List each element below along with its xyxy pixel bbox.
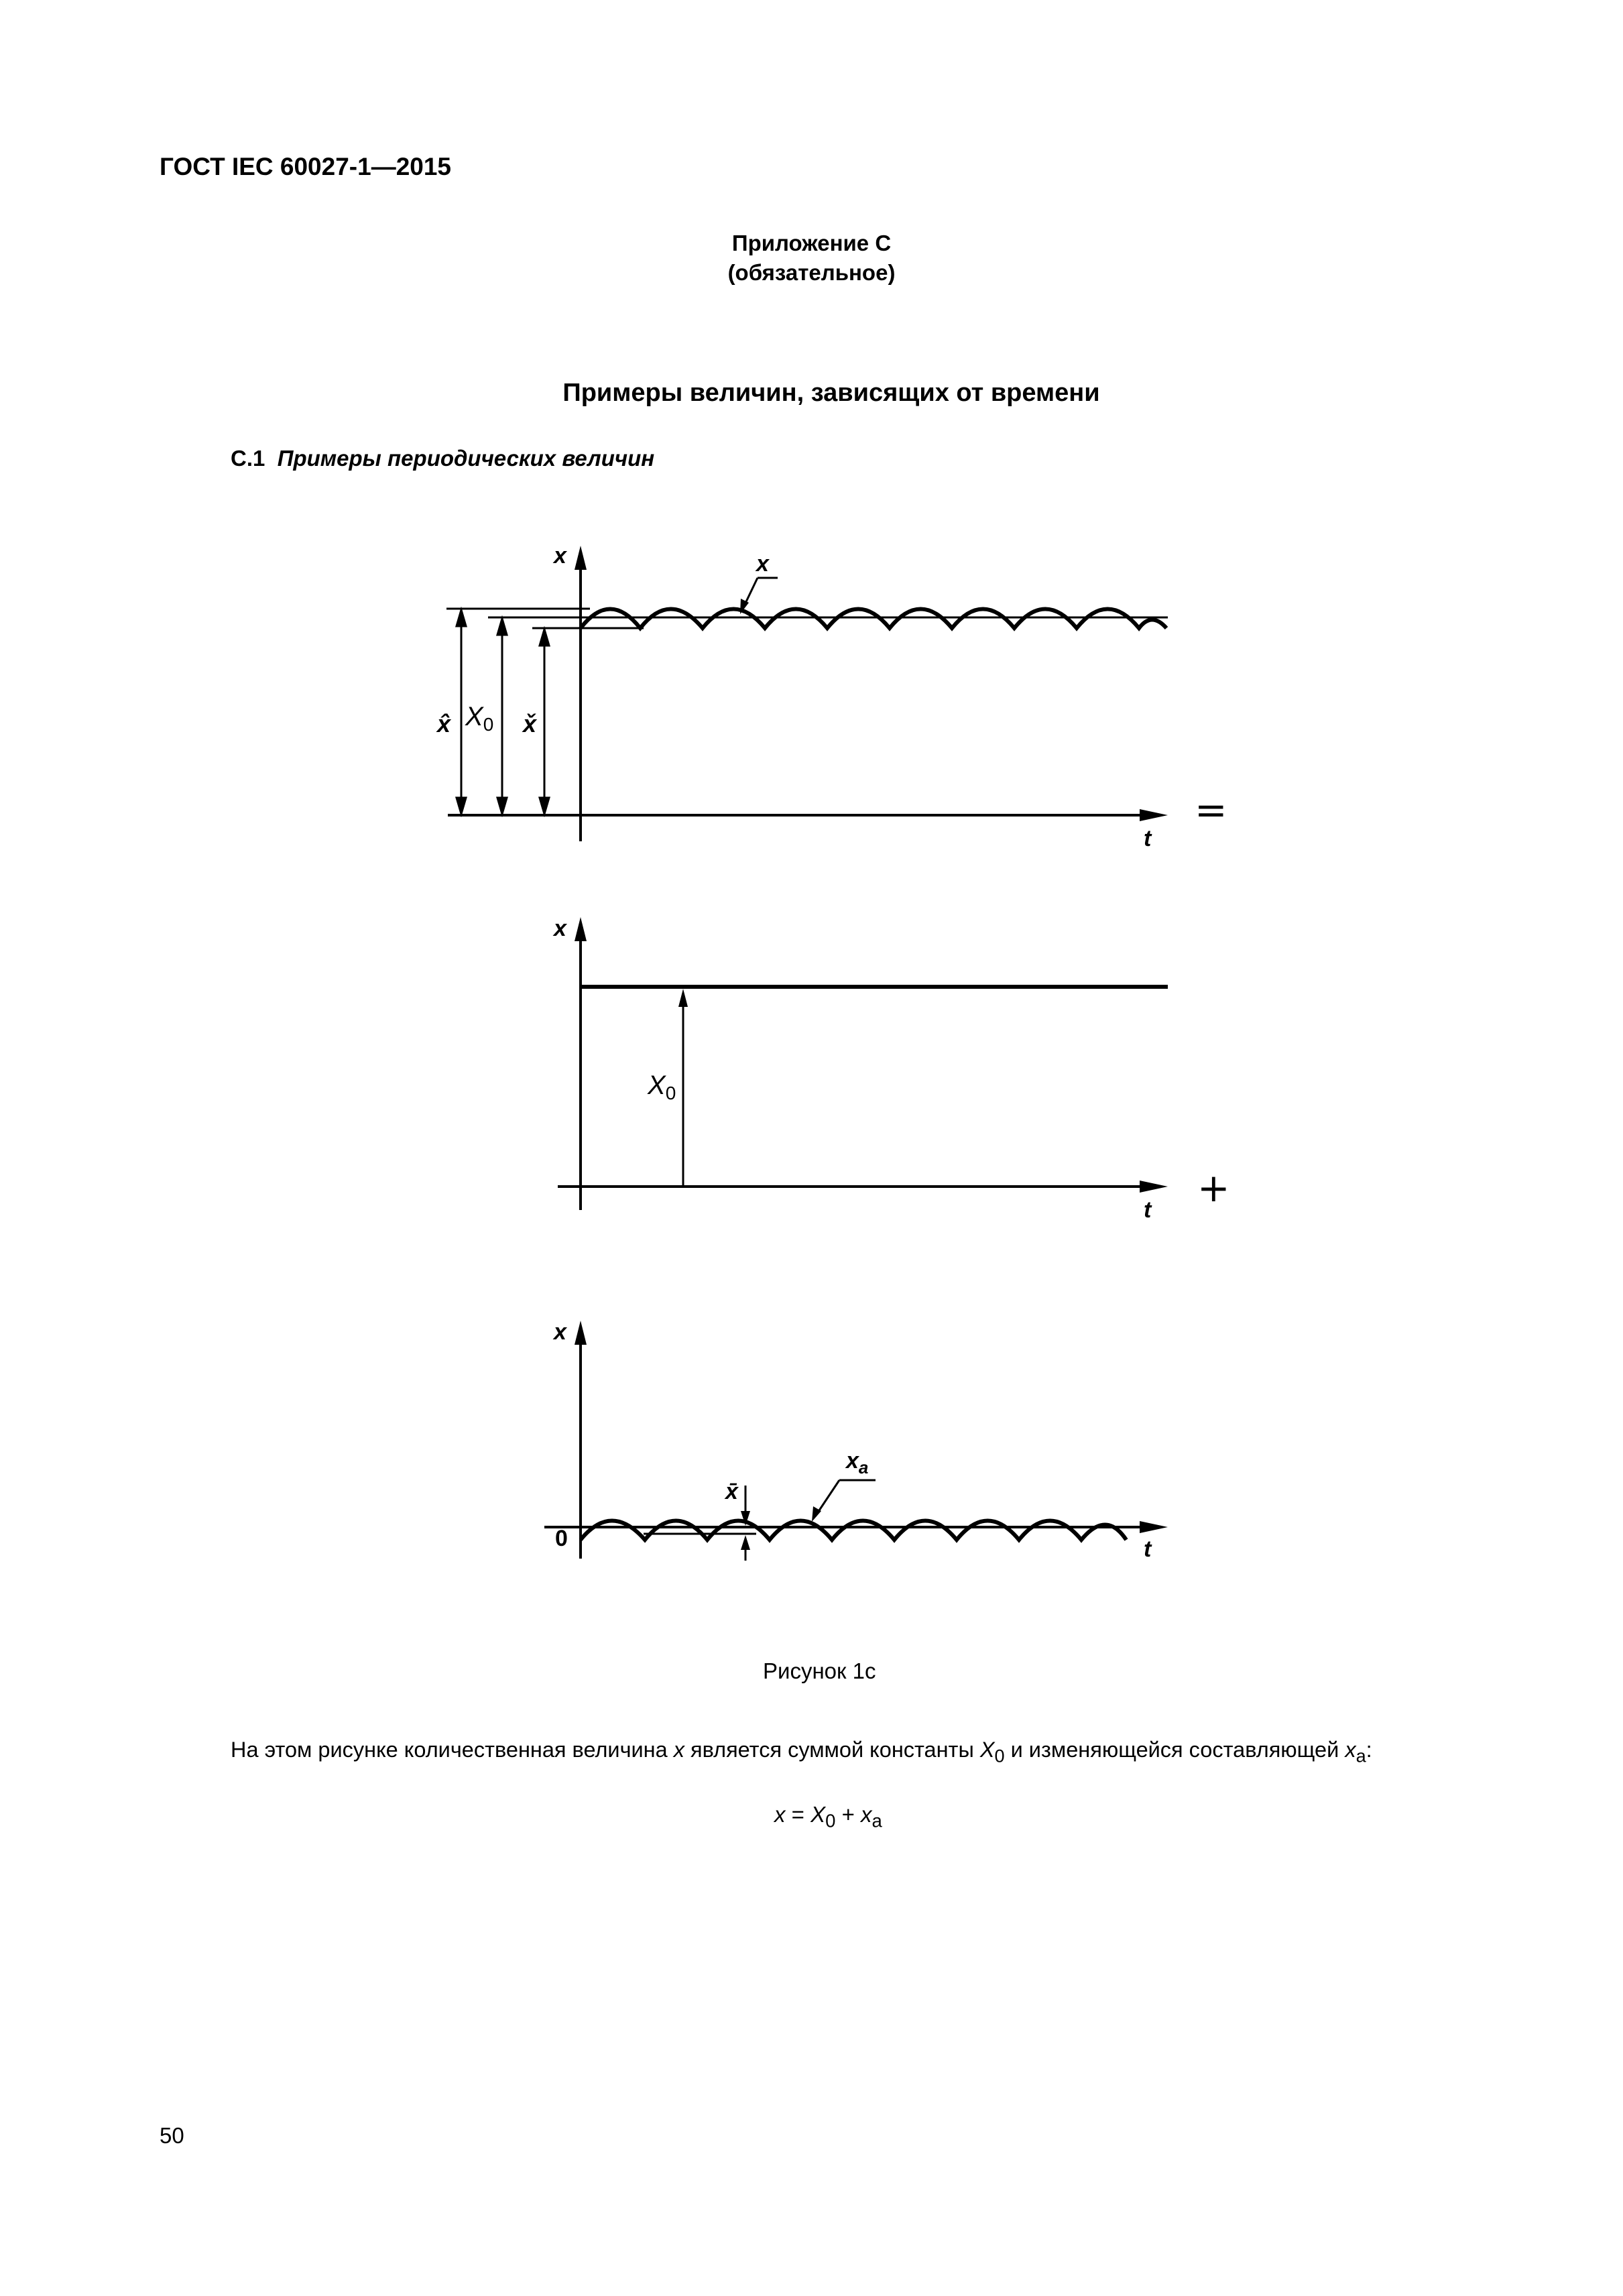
formula [774,1802,882,1832]
page-number: 50 [160,2123,184,2148]
annex-title: Приложение С [731,231,892,255]
equals-sign: = [1195,787,1227,833]
graph2-t-arrow [1140,1181,1168,1193]
graph-alternating [544,1319,1168,1562]
plus-sign: + [1197,1165,1230,1211]
formula-plus: + [835,1802,861,1827]
annex-status: (обязательное) [727,260,896,285]
graph1-check-label: x̌ [523,710,537,737]
graph1-x0-label: $X_0$ [465,702,494,735]
para-var-x: x [673,1738,684,1762]
para-text-4: : [1366,1738,1372,1762]
figure-caption: Рисунок 1с [763,1658,876,1683]
para-var-X: X [979,1738,995,1762]
para-text-3: и изменяющейся составляющей [1004,1738,1345,1762]
graph-constant [552,916,1230,1223]
formula-X: X [810,1802,826,1827]
para-sub-0: 0 [994,1745,1005,1766]
subsection-title: Примеры периодических величин [277,446,655,471]
formula-lhs: x [774,1802,786,1827]
graph2-t-label: t [1144,1197,1152,1223]
graph1-y-arrow [575,546,587,570]
graph2-x0-arrow [678,989,688,1007]
graph1-x0-arrow-bottom [497,798,507,814]
graph1-y-label: x [554,543,566,568]
graph1-hat-arrow-top [457,610,466,626]
formula-sub-a: a [871,1810,882,1831]
formula-x: x [861,1802,872,1827]
subsection-number: С.1 [231,446,265,471]
graph2-y-label: x [554,916,566,941]
formula-eq: = [785,1802,811,1827]
graph-sum [436,543,1227,851]
para-text-2: является суммой константы [684,1738,980,1762]
graph3-bar-arrow-bottom [741,1535,750,1550]
graph1-waveform [581,609,1166,629]
para-sub-a: a [1356,1745,1366,1766]
graph3-y-arrow [575,1321,587,1345]
graph3-t-arrow [1140,1521,1168,1533]
graph1-hat-arrow-bottom [457,798,466,814]
graph1-sum-label: x [756,551,769,577]
graph1-check-arrow-top [540,629,549,646]
graph1-x0-arrow-top [497,619,507,635]
para-var-xa: x [1345,1738,1356,1762]
graph3-zero-label: 0 [555,1526,568,1551]
graph3-waveform [581,1521,1126,1540]
graph3-xa-label: $x_a$ [846,1448,869,1477]
graph3-y-label: x [554,1319,566,1345]
explanation-paragraph [231,1738,1372,1767]
graph1-hat-label: x̂ [437,710,451,737]
graph1-t-label: t [1144,826,1152,851]
graph2-y-arrow [575,917,587,941]
standard-designation: ГОСТ IEC 60027-1—2015 [160,153,452,180]
graph2-x0-label: $X_0$ [648,1071,676,1103]
formula-sub-0: 0 [825,1810,836,1831]
graph3-bar-label: x̄ [725,1479,738,1504]
graph1-check-arrow-bottom [540,798,549,814]
section-title: Примеры величин, зависящих от времени [562,379,1100,407]
para-text-1: На этом рисунке количественная величина [231,1738,674,1762]
graph1-t-arrow [1140,809,1168,821]
graph3-t-label: t [1144,1536,1152,1562]
